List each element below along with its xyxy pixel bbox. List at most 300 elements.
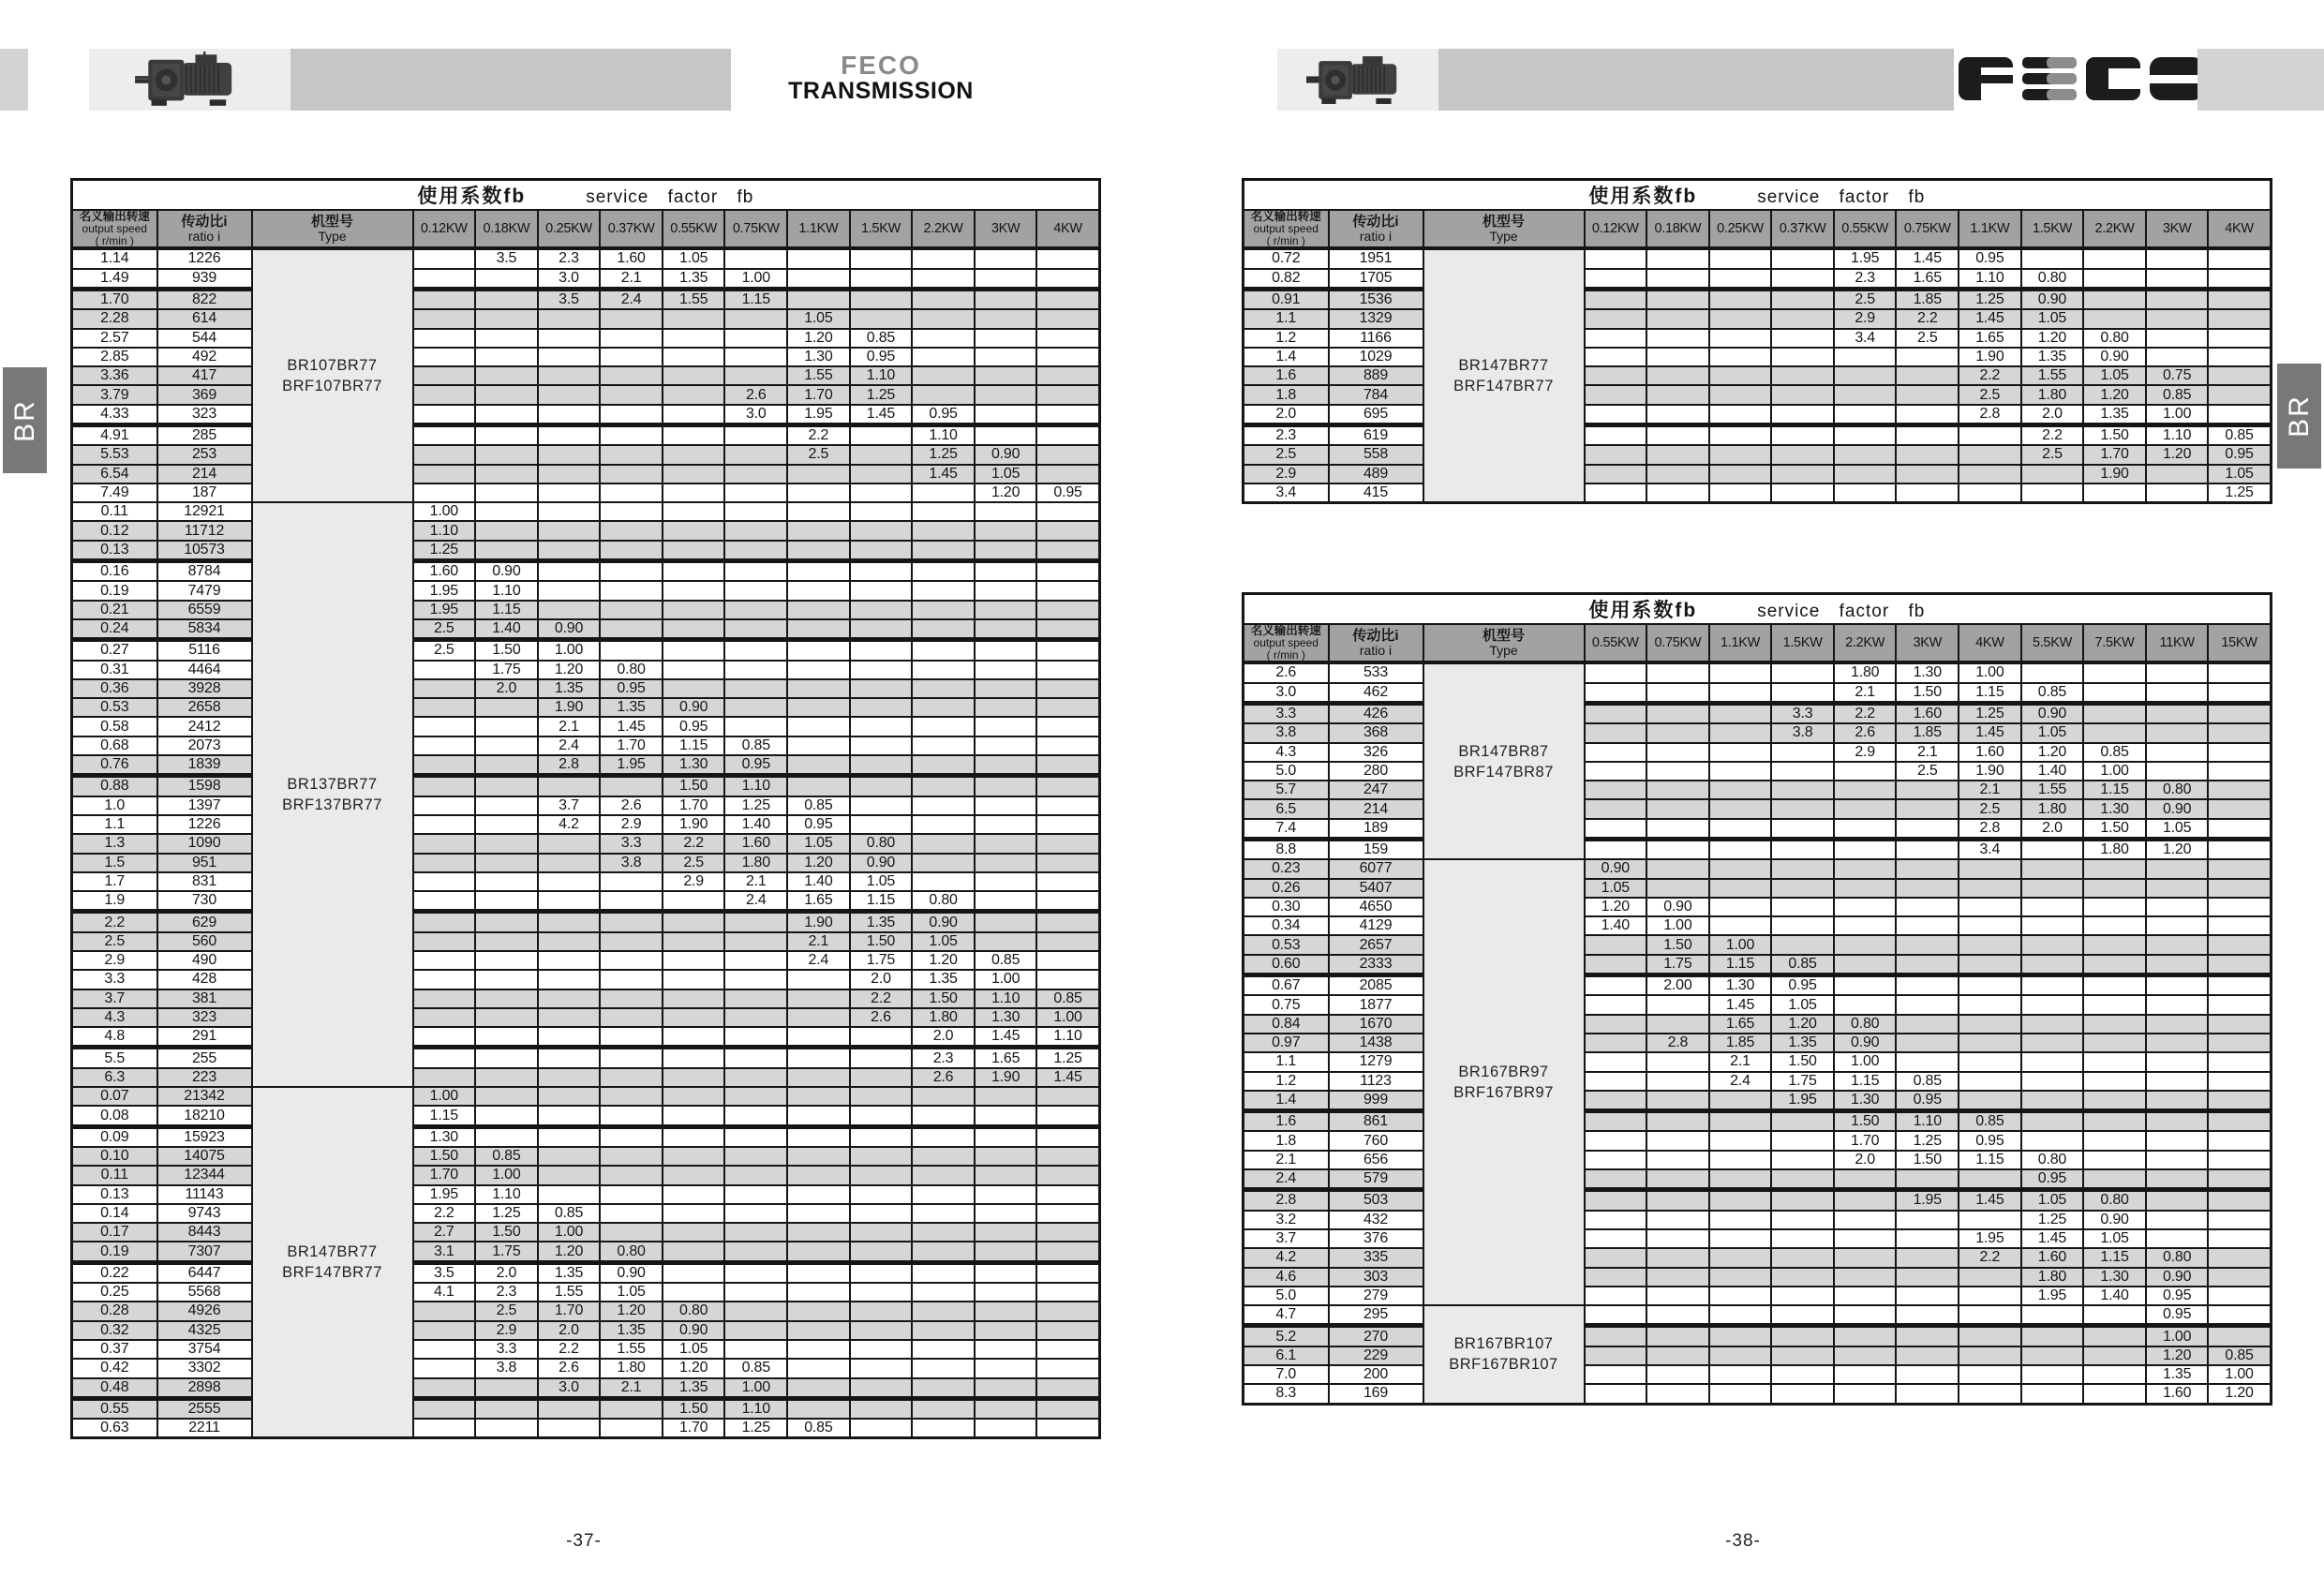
table-row [1244, 1346, 2272, 1365]
factor-cell: 1.40 [787, 872, 850, 891]
factor-cell: 1.40 [2021, 762, 2084, 781]
factor-cell [475, 912, 538, 932]
factor-cell [663, 619, 725, 640]
factor-cell [600, 970, 663, 989]
speed-cell: 0.36 [72, 679, 157, 698]
factor-cell [2083, 1034, 2146, 1052]
factor-cell: 1.85 [1709, 1034, 1772, 1052]
factor-cell [1709, 329, 1772, 348]
factor-cell [1646, 366, 1709, 385]
table-row [72, 1359, 1100, 1377]
factor-cell [724, 1126, 787, 1147]
ratio-cell: 1438 [1329, 1034, 1423, 1052]
table-row [1244, 799, 2272, 818]
factor-cell [912, 1262, 975, 1283]
page-number-left: -37- [566, 1531, 602, 1551]
factor-cell: 1.05 [663, 1340, 725, 1359]
factor-cell [1709, 289, 1772, 309]
factor-cell [2208, 348, 2271, 366]
factor-cell [912, 854, 975, 872]
factor-cell [1036, 1242, 1099, 1262]
factor-cell [475, 405, 538, 425]
factor-cell [1646, 879, 1709, 898]
side-tab-label: BR [8, 398, 40, 442]
factor-cell: 1.45 [1036, 1068, 1099, 1087]
table-row [72, 989, 1100, 1008]
factor-cell: 1.55 [663, 289, 725, 309]
factor-cell [1585, 975, 1647, 996]
factor-cell [2083, 955, 2146, 975]
factor-cell [724, 581, 787, 600]
factor-cell [1896, 1268, 1959, 1287]
factor-cell: 2.0 [1834, 1151, 1897, 1169]
factor-cell [538, 601, 601, 619]
ratio-cell: 1226 [157, 815, 252, 834]
speed-cell: 7.49 [72, 484, 157, 502]
factor-cell [912, 1223, 975, 1242]
speed-cell: 5.2 [1244, 1326, 1329, 1346]
factor-cell [2146, 955, 2209, 975]
speed-cell: 2.28 [72, 309, 157, 328]
factor-cell: 2.8 [1646, 1034, 1709, 1052]
factor-cell [600, 329, 663, 348]
factor-cell [1709, 1384, 1772, 1404]
table-title-row [72, 180, 1100, 211]
ratio-cell: 12921 [157, 502, 252, 521]
factor-cell: 2.4 [787, 951, 850, 970]
factor-cell [1896, 859, 1959, 878]
factor-cell [413, 815, 476, 834]
ratio-cell: 1951 [1329, 248, 1423, 268]
factor-cell [2208, 1111, 2271, 1132]
factor-cell [2208, 248, 2271, 268]
factor-cell: 1.20 [538, 661, 601, 679]
speed-cell: 6.3 [72, 1068, 157, 1087]
factor-cell [724, 951, 787, 970]
factor-cell: 1.20 [2146, 1346, 2209, 1365]
factor-cell [2208, 329, 2271, 348]
factor-cell: 0.80 [600, 661, 663, 679]
ratio-cell: 426 [1329, 703, 1423, 723]
speed-cell: 0.55 [72, 1398, 157, 1419]
table-row [72, 834, 1100, 853]
factor-cell [1036, 1106, 1099, 1126]
speed-cell: 0.88 [72, 776, 157, 796]
ratio-cell: 1705 [1329, 269, 1423, 290]
factor-cell: 1.35 [2021, 348, 2084, 366]
factor-cell: 2.1 [600, 269, 663, 290]
factor-cell [1646, 995, 1709, 1014]
factor-cell [1646, 1268, 1709, 1287]
factor-cell: 1.80 [912, 1008, 975, 1027]
factor-cell [1036, 348, 1099, 366]
factor-cell [850, 1126, 913, 1147]
factor-cell: 0.95 [1896, 1091, 1959, 1111]
factor-cell: 1.25 [724, 796, 787, 815]
factor-cell: 1.15 [1959, 683, 2021, 704]
factor-cell: 1.00 [1959, 662, 2021, 682]
factor-cell: 1.35 [538, 679, 601, 698]
factor-cell [724, 698, 787, 717]
column-header-power: 0.55KW [1585, 624, 1647, 662]
factor-cell [538, 989, 601, 1008]
factor-cell [1646, 1190, 1709, 1211]
factor-cell [2021, 916, 2084, 935]
factor-cell: 2.1 [538, 717, 601, 736]
factor-cell [724, 445, 787, 464]
speed-cell: 6.5 [1244, 799, 1329, 818]
ratio-cell: 21342 [157, 1087, 252, 1106]
table-row [1244, 1268, 2272, 1287]
factor-cell: 1.20 [600, 1302, 663, 1320]
factor-cell: 0.90 [1585, 859, 1647, 878]
table-row [1244, 1190, 2272, 1211]
factor-cell: 2.5 [663, 854, 725, 872]
factor-cell [1771, 1190, 1834, 1211]
factor-cell [2146, 1190, 2209, 1211]
factor-cell: 1.30 [1709, 975, 1772, 996]
factor-cell [1646, 1131, 1709, 1150]
factor-cell [975, 640, 1037, 661]
factor-cell [1585, 329, 1647, 348]
factor-cell: 1.90 [975, 1068, 1037, 1087]
factor-cell [475, 521, 538, 540]
factor-cell: 0.80 [2021, 1151, 2084, 1169]
factor-cell [850, 776, 913, 796]
table-row [72, 601, 1100, 619]
factor-cell [1709, 1326, 1772, 1346]
factor-cell: 1.75 [850, 951, 913, 970]
factor-cell [1959, 1072, 2021, 1091]
type-line: BR107BR77 [287, 356, 378, 374]
factor-cell [787, 1106, 850, 1126]
factor-cell [413, 1378, 476, 1399]
factor-cell: 0.95 [600, 679, 663, 698]
factor-cell [475, 970, 538, 989]
factor-cell [663, 521, 725, 540]
factor-cell: 1.20 [663, 1359, 725, 1377]
table-title-en: service factor fb [1757, 187, 1926, 207]
factor-cell [1771, 743, 1834, 762]
factor-cell [850, 661, 913, 679]
factor-cell: 1.05 [2083, 366, 2146, 385]
factor-cell: 1.45 [1959, 723, 2021, 742]
factor-cell [1036, 289, 1099, 309]
factor-cell [1036, 1359, 1099, 1377]
factor-cell [475, 1419, 538, 1438]
factor-cell [850, 1378, 913, 1399]
table-row [1244, 405, 2272, 425]
speed-cell: 0.19 [72, 1242, 157, 1262]
table-row [72, 561, 1100, 582]
speed-cell: 3.36 [72, 366, 157, 385]
factor-cell: 1.95 [413, 601, 476, 619]
factor-cell [1585, 723, 1647, 742]
factor-cell: 0.85 [2208, 424, 2271, 445]
factor-cell [2083, 289, 2146, 309]
table-row [72, 289, 1100, 309]
factor-cell [1959, 1268, 2021, 1287]
factor-cell [975, 329, 1037, 348]
column-header-power: 0.37KW [600, 210, 663, 248]
factor-cell [475, 815, 538, 834]
factor-cell [1771, 839, 1834, 859]
factor-cell [1771, 819, 1834, 840]
table-row [72, 1185, 1100, 1204]
factor-cell [538, 970, 601, 989]
ratio-cell: 5407 [1329, 879, 1423, 898]
factor-cell [1834, 975, 1897, 996]
ratio-cell: 5116 [157, 640, 252, 661]
factor-cell: 2.1 [724, 872, 787, 891]
table-row [1244, 1248, 2272, 1267]
type-cell [252, 248, 413, 502]
service-factor-table [70, 178, 1101, 1439]
factor-cell [850, 1398, 913, 1419]
speed-cell: 0.13 [72, 541, 157, 561]
factor-cell [2146, 1015, 2209, 1034]
factor-cell: 1.05 [787, 834, 850, 853]
factor-cell [912, 289, 975, 309]
type-line: BR147BR77 [287, 1242, 378, 1260]
factor-cell: 1.80 [2083, 839, 2146, 859]
table-row [1244, 1384, 2272, 1404]
factor-cell: 2.1 [1959, 781, 2021, 799]
factor-cell [1585, 248, 1647, 268]
factor-cell [850, 1302, 913, 1320]
factor-cell [2083, 662, 2146, 682]
table-row [1244, 1091, 2272, 1111]
factor-cell [2146, 1169, 2209, 1190]
table-row [72, 484, 1100, 502]
factor-cell [1585, 1305, 1647, 1326]
factor-cell [787, 541, 850, 561]
factor-cell [538, 405, 601, 425]
table-row [1244, 1131, 2272, 1150]
factor-cell [724, 661, 787, 679]
factor-cell: 2.1 [600, 1378, 663, 1399]
factor-cell: 1.00 [2146, 1326, 2209, 1346]
factor-cell [600, 1147, 663, 1166]
factor-cell: 1.05 [2021, 1190, 2084, 1211]
factor-cell [1771, 1248, 1834, 1267]
factor-cell [912, 502, 975, 521]
factor-cell [850, 309, 913, 328]
factor-cell [975, 834, 1037, 853]
table-row [1244, 1015, 2272, 1034]
factor-cell [413, 796, 476, 815]
table-row [1244, 743, 2272, 762]
factor-cell [912, 1147, 975, 1166]
factor-cell [475, 951, 538, 970]
factor-cell [1771, 859, 1834, 878]
speed-cell: 1.5 [72, 854, 157, 872]
factor-cell [600, 521, 663, 540]
factor-cell [1834, 1169, 1897, 1190]
factor-cell [2021, 1072, 2084, 1091]
factor-cell [1036, 445, 1099, 464]
factor-cell [787, 755, 850, 776]
column-header-power: 2.2KW [2083, 210, 2146, 248]
factor-cell [1834, 1305, 1897, 1326]
factor-cell [600, 424, 663, 445]
factor-cell [1709, 781, 1772, 799]
factor-cell [1036, 796, 1099, 815]
gearmotor-photo-icon [101, 52, 279, 108]
table-row [72, 1398, 1100, 1419]
factor-cell [850, 640, 913, 661]
factor-cell [724, 1223, 787, 1242]
factor-cell: 1.35 [1771, 1034, 1834, 1052]
factor-cell [1646, 1072, 1709, 1091]
factor-cell [1036, 951, 1099, 970]
factor-cell [1585, 348, 1647, 366]
factor-cell [663, 329, 725, 348]
factor-cell [1585, 424, 1647, 445]
factor-cell [1709, 898, 1772, 916]
factor-cell [538, 1008, 601, 1027]
factor-cell: 1.25 [724, 1419, 787, 1438]
factor-cell [1834, 1248, 1897, 1267]
factor-cell [600, 1068, 663, 1087]
factor-cell [1036, 561, 1099, 582]
factor-cell [600, 989, 663, 1008]
factor-cell: 1.30 [1834, 1091, 1897, 1111]
factor-cell: 2.5 [2021, 445, 2084, 464]
factor-cell: 1.00 [724, 1378, 787, 1399]
factor-cell [475, 872, 538, 891]
factor-cell [538, 366, 601, 385]
speed-cell: 0.22 [72, 1262, 157, 1283]
speed-cell: 2.2 [72, 912, 157, 932]
factor-cell: 1.35 [2146, 1365, 2209, 1384]
factor-cell [538, 776, 601, 796]
factor-cell [1646, 723, 1709, 742]
ratio-cell: 432 [1329, 1211, 1423, 1229]
factor-cell [2208, 1190, 2271, 1211]
ratio-cell: 1123 [1329, 1072, 1423, 1091]
factor-cell [538, 854, 601, 872]
speed-cell: 2.85 [72, 348, 157, 366]
factor-cell: 1.05 [600, 1283, 663, 1302]
column-header-power: 3KW [1896, 624, 1959, 662]
factor-cell [413, 385, 476, 404]
factor-cell [1771, 762, 1834, 781]
factor-cell [724, 1008, 787, 1027]
factor-cell [538, 541, 601, 561]
table-row [1244, 859, 2272, 878]
factor-cell [1036, 601, 1099, 619]
factor-cell [724, 1087, 787, 1106]
factor-cell [413, 854, 476, 872]
ratio-cell: 187 [157, 484, 252, 502]
ratio-cell: 544 [157, 329, 252, 348]
column-header-power: 3KW [975, 210, 1037, 248]
factor-cell [1709, 819, 1772, 840]
factor-cell: 1.05 [2021, 309, 2084, 328]
factor-cell: 1.00 [538, 640, 601, 661]
table-row [72, 1048, 1100, 1068]
table-title-cn: 使用系数fb [1588, 600, 1698, 621]
table-row [1244, 248, 2272, 268]
factor-cell: 1.45 [600, 717, 663, 736]
factor-cell [1709, 366, 1772, 385]
table-row [72, 970, 1100, 989]
factor-cell [2208, 1248, 2271, 1267]
factor-cell [538, 1185, 601, 1204]
ratio-cell: 822 [157, 289, 252, 309]
table-row [1244, 329, 2272, 348]
service-factor-table-right-bottom [1242, 592, 2272, 1406]
ratio-cell: 200 [1329, 1365, 1423, 1384]
factor-cell: 0.90 [1646, 898, 1709, 916]
factor-cell [1709, 1169, 1772, 1190]
factor-cell: 1.10 [475, 1185, 538, 1204]
speed-cell: 3.2 [1244, 1211, 1329, 1229]
factor-cell [850, 717, 913, 736]
column-header-row [72, 210, 1100, 248]
factor-cell: 1.70 [663, 1419, 725, 1438]
table-row [1244, 348, 2272, 366]
factor-cell [850, 1223, 913, 1242]
factor-cell: 2.6 [538, 1359, 601, 1377]
factor-cell [1709, 269, 1772, 290]
factor-cell: 3.5 [475, 248, 538, 268]
factor-cell [2083, 723, 2146, 742]
factor-cell [787, 1185, 850, 1204]
factor-cell [912, 755, 975, 776]
factor-cell [975, 912, 1037, 932]
factor-cell [1896, 1211, 1959, 1229]
factor-cell [600, 484, 663, 502]
ratio-cell: 270 [1329, 1326, 1423, 1346]
speed-cell: 0.17 [72, 1223, 157, 1242]
speed-cell: 0.32 [72, 1321, 157, 1340]
factor-cell: 1.15 [413, 1106, 476, 1126]
factor-cell: 1.35 [663, 269, 725, 290]
factor-cell [975, 661, 1037, 679]
factor-cell [1646, 1384, 1709, 1404]
factor-cell: 0.85 [724, 736, 787, 755]
factor-cell: 2.0 [475, 1262, 538, 1283]
factor-cell [538, 581, 601, 600]
factor-cell: 1.00 [2146, 405, 2209, 425]
type-cell [1423, 859, 1585, 1305]
factor-cell [2083, 1365, 2146, 1384]
factor-cell [1036, 661, 1099, 679]
factor-cell [850, 1185, 913, 1204]
factor-cell [2208, 1326, 2271, 1346]
factor-cell [975, 736, 1037, 755]
gearmotor-photo-icon [1288, 53, 1428, 106]
factor-cell [975, 1223, 1037, 1242]
factor-cell [2021, 1326, 2084, 1346]
factor-cell [2208, 743, 2271, 762]
factor-cell [975, 815, 1037, 834]
factor-cell: 2.5 [413, 640, 476, 661]
factor-cell: 0.95 [2208, 445, 2271, 464]
column-header-power: 1.1KW [1959, 210, 2021, 248]
table-row [72, 698, 1100, 717]
factor-cell [413, 932, 476, 951]
factor-cell [1585, 1211, 1647, 1229]
factor-cell [1709, 1151, 1772, 1169]
factor-cell [1709, 839, 1772, 859]
factor-cell: 1.45 [1709, 995, 1772, 1014]
factor-cell [1036, 1419, 1099, 1438]
column-header-power: 0.75KW [1896, 210, 1959, 248]
factor-cell [1834, 385, 1897, 404]
